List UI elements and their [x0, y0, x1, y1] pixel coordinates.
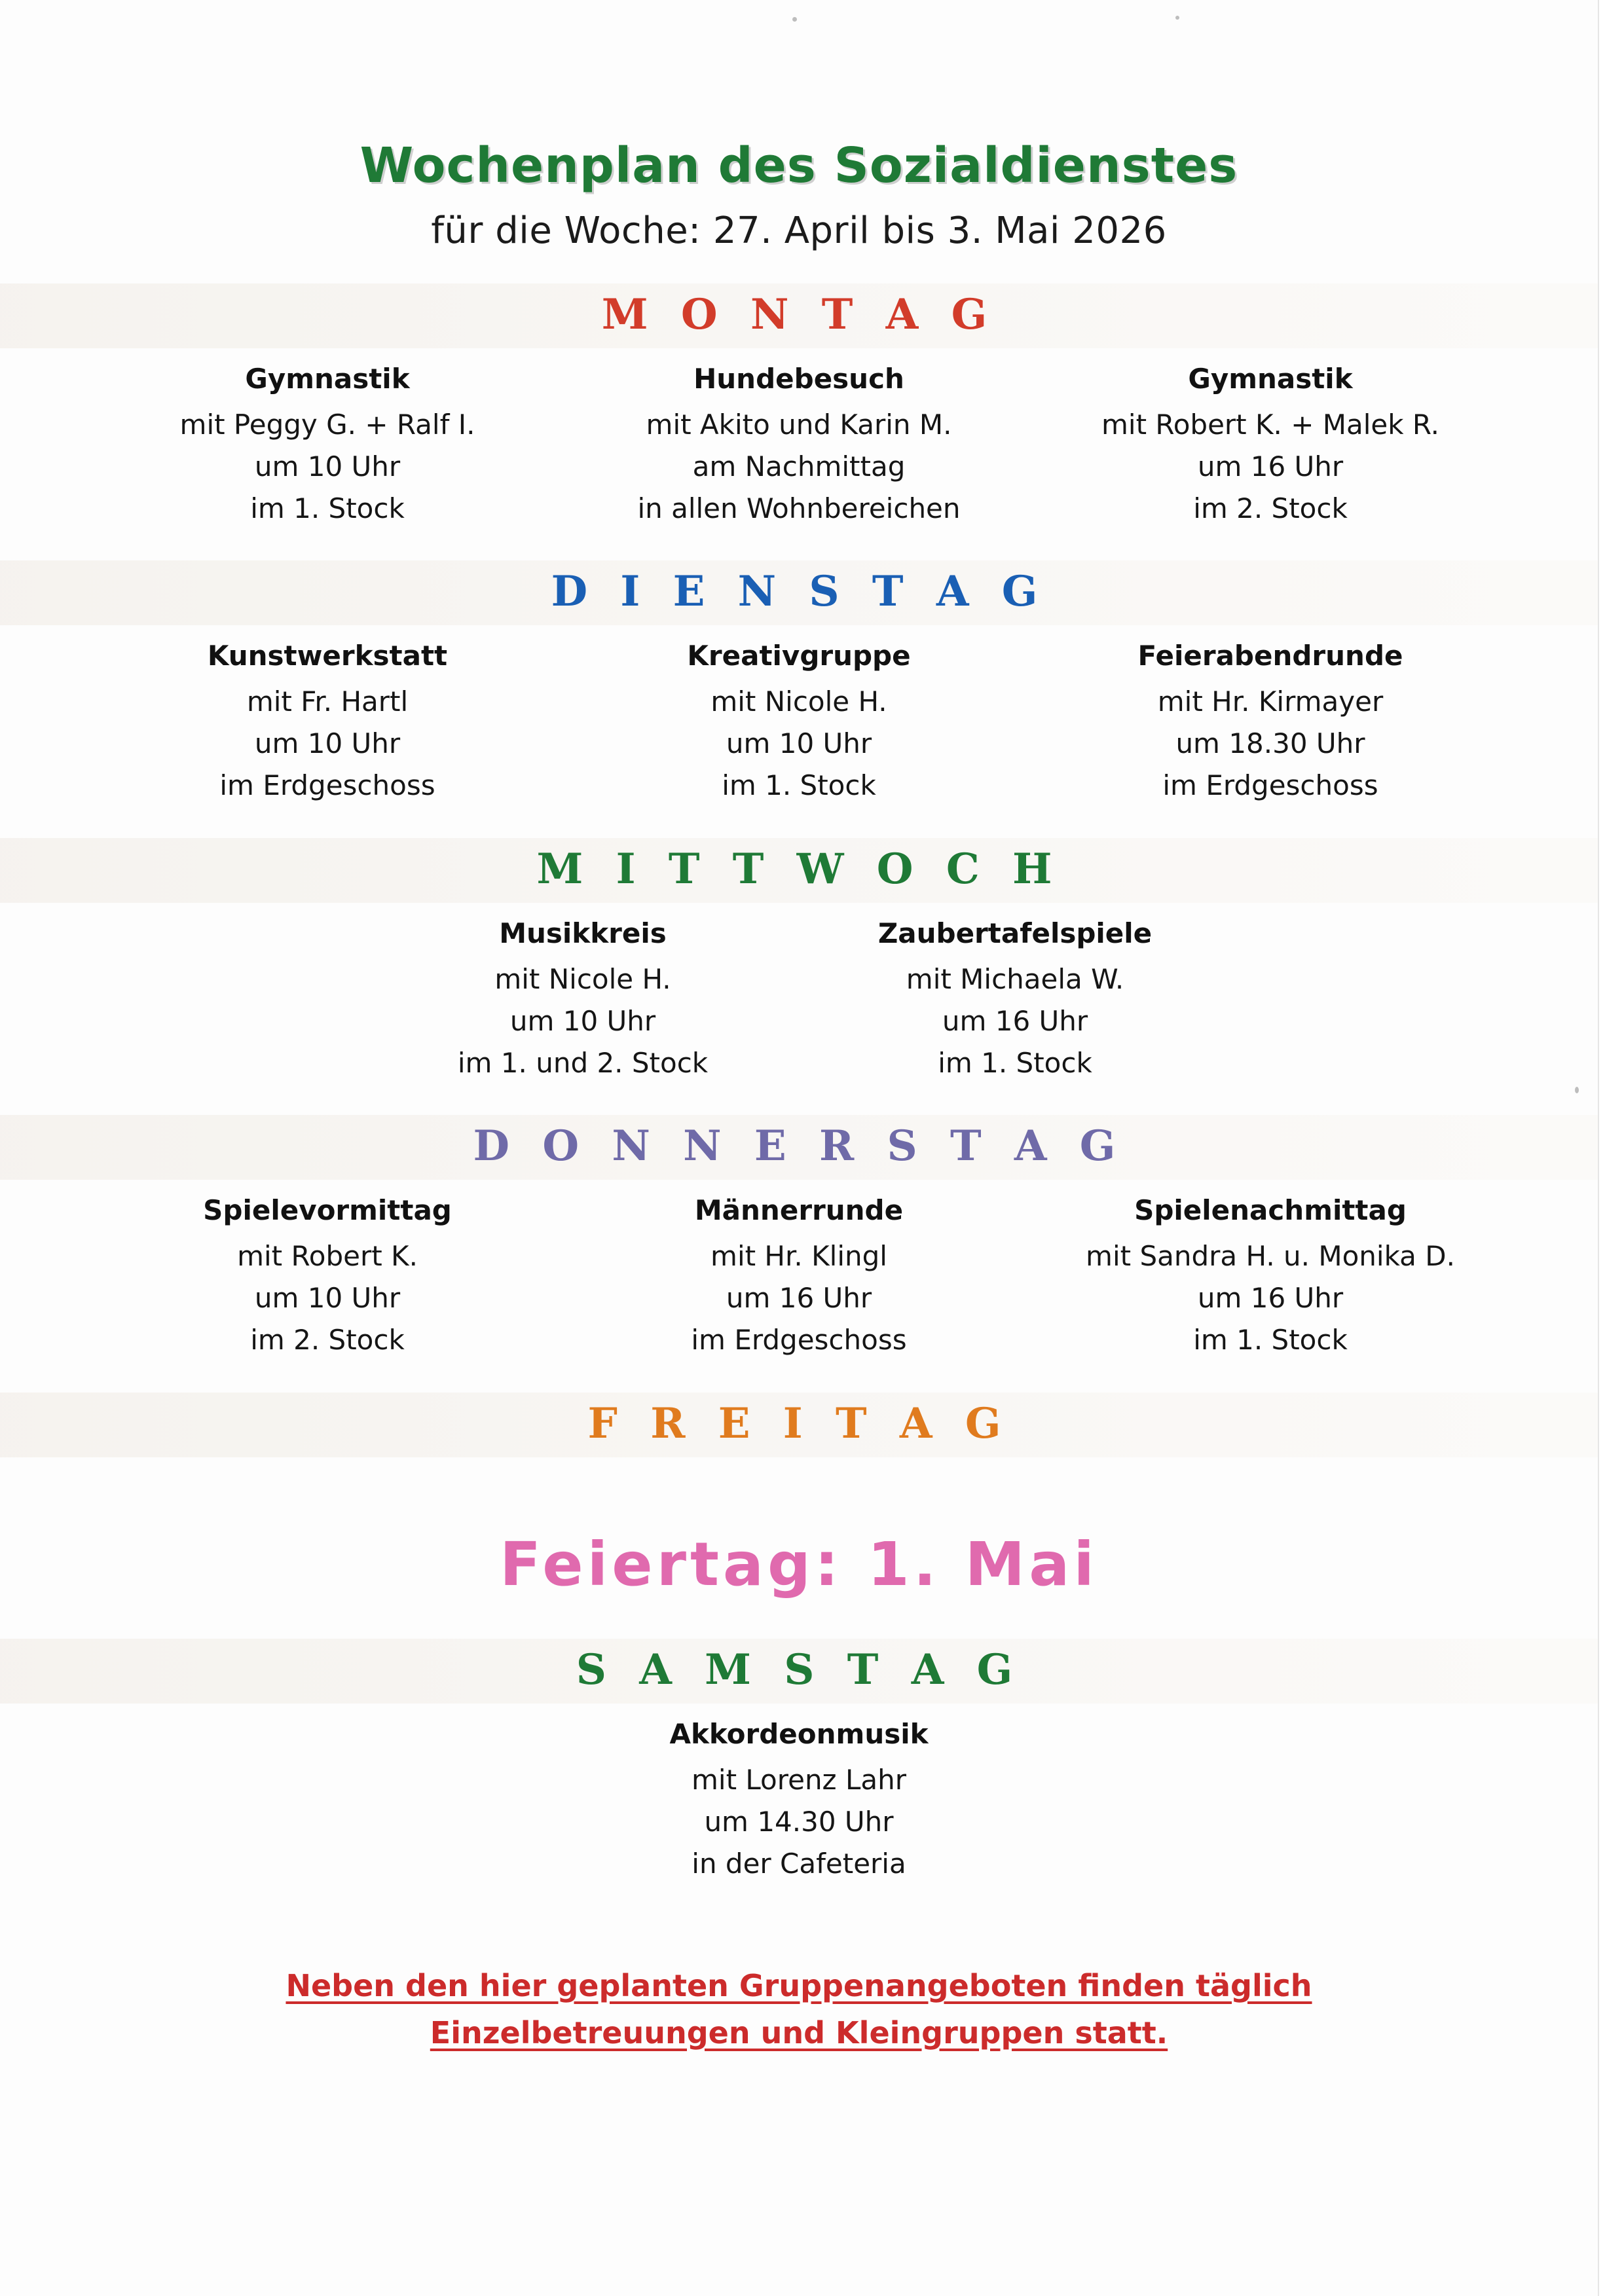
event-with: mit Lorenz Lahr [692, 1763, 906, 1796]
holiday-note: Feiertag: 1. Mai [500, 1529, 1098, 1599]
event-time: um 10 Uhr [726, 727, 872, 760]
event-card [1035, 1194, 1506, 1360]
event-place: im 2. Stock [1193, 492, 1348, 524]
footer-line-2: Einzelbetreuungen und Kleingruppen statt. [430, 2014, 1168, 2050]
day-name: M I T T W O C H [536, 844, 1061, 894]
day-header-dienstag [0, 560, 1598, 625]
page-title: Wochenplan des Sozialdienstes [360, 137, 1238, 194]
event-with: mit Michaela W. [906, 962, 1124, 995]
event-title: Gymnastik [1188, 363, 1353, 395]
event-place: im Erdgeschoss [219, 769, 435, 802]
event-card [92, 640, 563, 806]
event-with: mit Sandra H. u. Monika D. [1086, 1240, 1455, 1273]
day-header-samstag [0, 1639, 1598, 1704]
event-place: im 1. Stock [250, 492, 405, 524]
event-time: um 16 Uhr [942, 1004, 1088, 1037]
event-with: mit Nicole H. [710, 685, 887, 718]
event-title: Feierabendrunde [1137, 640, 1403, 672]
event-place: im 1. Stock [722, 769, 876, 802]
day-header-freitag [0, 1393, 1598, 1457]
day-header-mittwoch [0, 838, 1598, 903]
event-title: Musikkreis [499, 917, 667, 949]
footer-note [0, 1963, 1598, 2056]
event-place: im Erdgeschoss [691, 1324, 907, 1357]
event-time: um 18.30 Uhr [1175, 727, 1365, 760]
day-events-mittwoch [0, 917, 1598, 1084]
day-name: M O N T A G [601, 290, 997, 339]
event-card [563, 363, 1035, 529]
event-card [563, 640, 1035, 806]
event-title: Gymnastik [245, 363, 410, 395]
event-title: Kreativgruppe [687, 640, 911, 672]
event-with: mit Fr. Hartl [246, 685, 409, 718]
event-time: um 14.30 Uhr [704, 1805, 894, 1838]
page-subtitle: für die Woche: 27. April bis 3. Mai 2026 [431, 210, 1167, 252]
event-title: Hundebesuch [693, 363, 904, 395]
event-card [367, 917, 799, 1084]
event-card [1035, 363, 1506, 529]
event-card [92, 1194, 563, 1360]
day-events-donnerstag [0, 1194, 1598, 1360]
event-with: mit Robert K. + Malek R. [1101, 409, 1439, 441]
event-with: mit Hr. Kirmayer [1157, 685, 1384, 718]
event-place: im 1. und 2. Stock [457, 1046, 709, 1079]
event-with: mit Hr. Klingl [710, 1240, 887, 1273]
event-time: am Nachmittag [692, 450, 906, 483]
event-title: Männerrunde [694, 1194, 904, 1227]
event-time: um 10 Uhr [254, 450, 401, 483]
event-with: mit Peggy G. + Ralf I. [179, 409, 475, 441]
event-with: mit Nicole H. [494, 962, 671, 995]
event-card [799, 917, 1231, 1084]
day-events-samstag [0, 1718, 1598, 1884]
day-events-dienstag [0, 640, 1598, 806]
day-events-montag [0, 363, 1598, 529]
event-with: mit Robert K. [237, 1240, 418, 1273]
day-header-montag [0, 283, 1598, 348]
event-title: Akkordeonmusik [669, 1717, 929, 1750]
event-time: um 10 Uhr [254, 727, 401, 760]
event-title: Spielevormittag [203, 1194, 452, 1227]
event-card [563, 1194, 1035, 1360]
event-place: in allen Wohnbereichen [637, 492, 961, 524]
event-card [92, 363, 563, 529]
event-place: in der Cafeteria [692, 1847, 906, 1880]
event-time: um 16 Uhr [726, 1282, 872, 1315]
event-time: um 16 Uhr [1197, 1282, 1344, 1315]
event-place: im 2. Stock [250, 1324, 405, 1357]
event-title: Spielenachmittag [1134, 1194, 1407, 1227]
event-time: um 10 Uhr [509, 1004, 656, 1037]
event-card [498, 1718, 1100, 1884]
event-time: um 16 Uhr [1197, 450, 1344, 483]
event-card [1035, 640, 1506, 806]
day-name: D O N N E R S T A G [473, 1121, 1125, 1171]
scan-edge [1598, 0, 1624, 2296]
day-header-donnerstag [0, 1115, 1598, 1180]
footer-line-1: Neben den hier geplanten Gruppenangeboten finden täglich [286, 1968, 1312, 2004]
event-title: Zaubertafelspiele [877, 917, 1153, 949]
event-place: im 1. Stock [938, 1046, 1092, 1079]
event-title: Kunstwerkstatt [207, 640, 448, 672]
day-name: D I E N S T A G [551, 567, 1047, 617]
event-place: im Erdgeschoss [1162, 769, 1378, 802]
day-name: S A M S T A G [576, 1645, 1022, 1694]
event-time: um 10 Uhr [254, 1282, 401, 1315]
event-with: mit Akito und Karin M. [646, 409, 952, 441]
event-place: im 1. Stock [1193, 1324, 1348, 1357]
day-name: F R E I T A G [587, 1398, 1010, 1448]
